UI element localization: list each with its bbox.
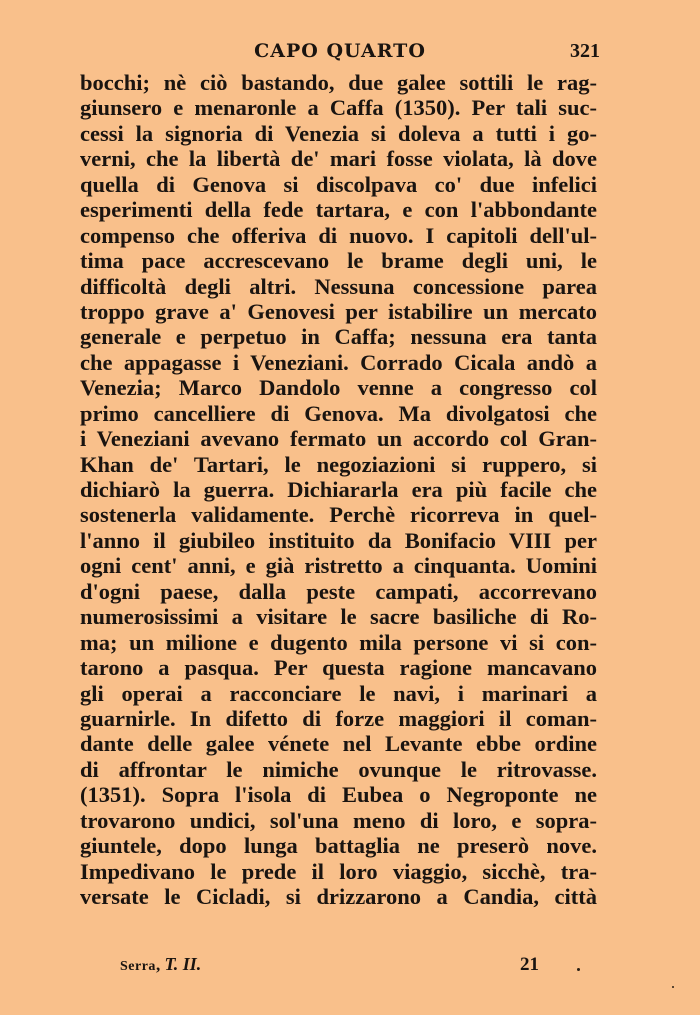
text-line: compenso che offeriva di nuovo. I capitoli dell'ul- (80, 222, 597, 248)
footer (120, 954, 600, 982)
text-line: che appagasse i Veneziani. Corrado Cicala andò a (80, 349, 597, 375)
text-line: versate le Cicladi, si drizzarono a Candia, città (80, 884, 597, 909)
text-line: numerosissimi a visitare le sacre basiliche di Ro- (80, 604, 597, 630)
signature-author: Serra (120, 959, 156, 974)
text-line: difficoltà degli altri. Nessuna concessione parea (80, 273, 597, 299)
text-line: trovarono undici, sol'una meno di loro, e sopra- (80, 807, 597, 833)
signature-volume: T. II. (164, 954, 202, 974)
text-line: (1351). Sopra l'isola di Eubea o Negroponte ne (80, 782, 597, 808)
text-line: giunsero e menaronle a Caffa (1350). Per tali suc- (80, 95, 597, 121)
text-line: sostenerla validamente. Perchè ricorreva in quel- (80, 502, 597, 528)
text-line: ma; un milione e dugento mila persone vi si con- (80, 629, 597, 655)
text-line: Venezia; Marco Dandolo venne a congresso col (80, 375, 597, 401)
page-number: 321 (570, 40, 600, 62)
text-line: tima pace accrescevano le brame degli uni, le (80, 248, 597, 274)
text-line: dante delle galee vénete nel Levante ebbe ordine (80, 731, 597, 757)
text-line: dichiarò la guerra. Dichiararla era più facile che (80, 477, 597, 502)
text-line: generale e perpetuo in Caffa; nessuna era tanta (80, 324, 597, 350)
running-head (80, 40, 600, 70)
body-text (80, 70, 597, 909)
text-line: cessi la signoria di Venezia si doleva a tutti i go- (80, 120, 597, 146)
text-line: ogni cent' anni, e già ristretto a cinquanta. Uomini (80, 553, 597, 579)
text-line: esperimenti della fede tartara, e con l'abbondante (80, 197, 597, 223)
text-line: primo cancelliere di Genova. Ma divolgatosi che (80, 400, 597, 426)
text-line: d'ogni paese, dalla peste campati, accorrevano (80, 578, 597, 604)
text-line: troppo grave a' Genovesi per istabilire un mercato (80, 298, 597, 324)
text-line: di affrontar le nimiche ovunque le ritrovasse. (80, 756, 597, 782)
text-line: gli operai a racconciare le navi, i marinari a (80, 680, 597, 706)
printer-signature: Serra, T. II. (120, 954, 202, 974)
text-line: l'anno il giubileo instituito da Bonifacio VIII per (80, 527, 597, 553)
text-line: tarono a pasqua. Per questa ragione mancavano (80, 655, 597, 681)
text-line: giuntele, dopo lunga battaglia ne preserò nove. (80, 833, 597, 859)
chapter-heading: CAPO QUARTO (254, 40, 426, 62)
text-line: Impedivano le prede il loro viaggio, sicchè, tra- (80, 858, 597, 884)
ink-speck (577, 968, 580, 971)
text-line: verni, che la libertà de' mari fosse violata, là dove (80, 146, 597, 172)
text-line: guarnirle. In difetto di forze maggiori il coman- (80, 705, 597, 731)
text-line: quella di Genova si discolpava co' due infelici (80, 171, 597, 197)
signature-mark: 21 (520, 954, 539, 975)
text-line: Khan de' Tartari, le negoziazioni si ruppero, si (80, 451, 597, 477)
text-line: i Veneziani avevano fermato un accordo col Gran- (80, 426, 597, 452)
text-line: bocchi; nè ciò bastando, due galee sottili le rag- (80, 70, 597, 95)
ink-speck (672, 986, 674, 988)
